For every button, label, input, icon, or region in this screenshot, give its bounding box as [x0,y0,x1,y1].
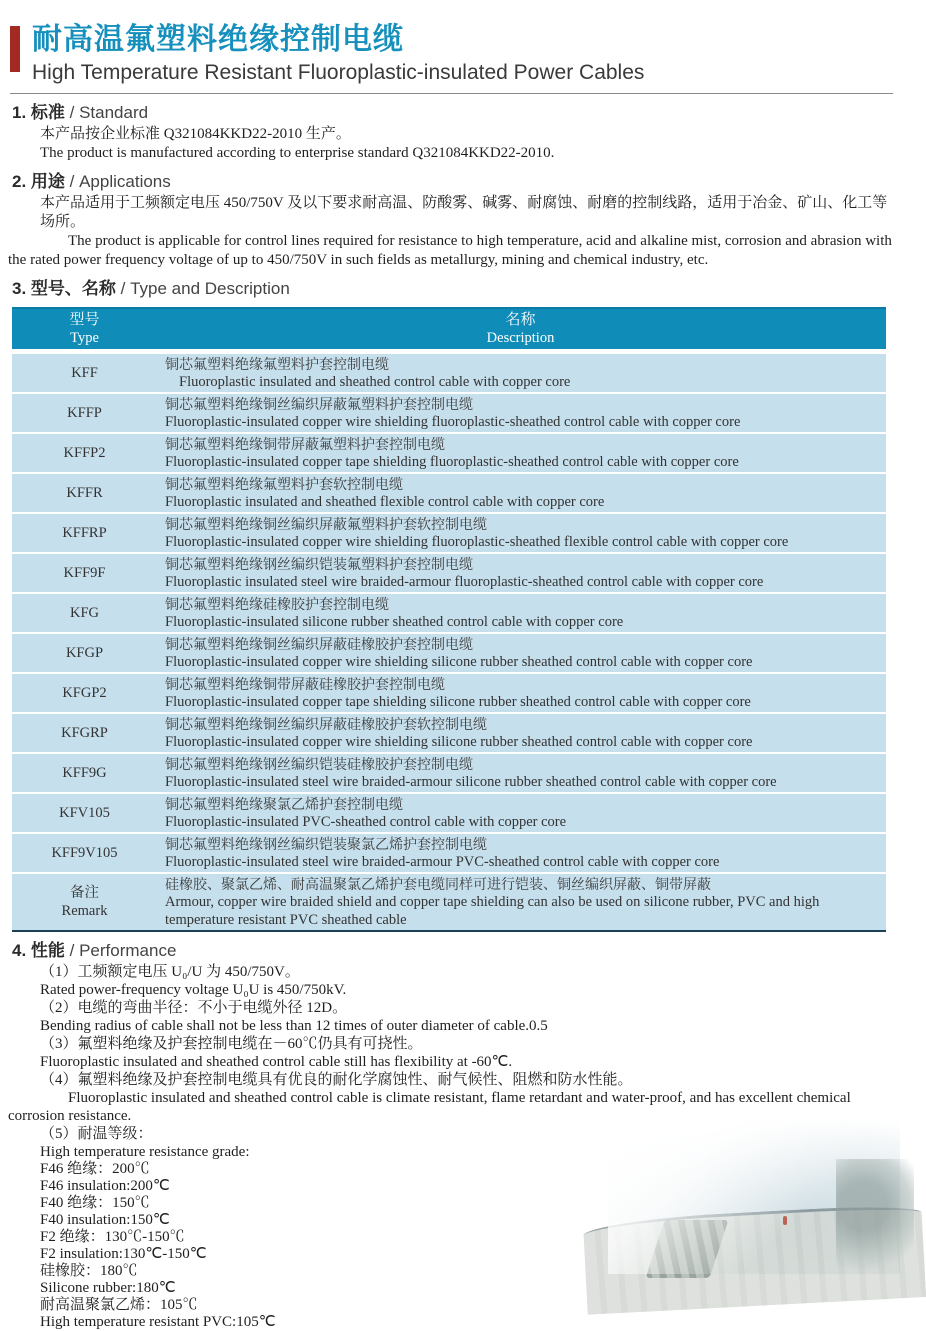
page-title-en: High Temperature Resistant Fluoroplastic-insulated Power Cables [32,61,645,84]
cell-description [157,874,886,930]
table-row [12,754,886,792]
column-header-type-zh: 型号 [69,311,100,328]
perf-item-zh: （4）氟塑料绝缘及护套控制电缆具有优良的耐化学腐蚀性、耐气候性、阻燃和防水性能。 [40,1072,633,1088]
section-sublabel: / Performance [69,941,177,960]
section-label: 2. 用途 [12,172,65,191]
applications-text-en: The product is applicable for control lines required for resistance to high temperature, acid and alkaline mist, corrosion and abrasion with the rated power frequency voltage of up to 450/750V in such fields as metallurgy, mining and chemical industry, etc. [8,233,892,268]
perf-item-zh: （1）工频额定电压 U₀/U 为 450/750V。 [40,964,300,980]
photo-fade-overlay [608,1118,900,1274]
header-divider [10,93,893,94]
cell-type: KFGRP [61,725,108,741]
table-row [12,554,886,592]
table-row [12,394,886,432]
perf-item-en: High temperature resistance grade: [40,1144,250,1160]
description-zh: 铜芯氟塑料绝缘钢丝编织铠装聚氯乙烯护套控制电缆 [165,836,487,852]
description-zh: 铜芯氟塑料绝缘氟塑料护套控制电缆 [165,356,389,372]
cell-description [157,594,886,632]
grade-line: F46 绝缘：200℃ [40,1161,150,1177]
description-en: Fluoroplastic-insulated steel wire braided-armour silicone rubber sheathed control cable with copper core [165,774,777,790]
column-header-type [12,309,157,349]
table-row-remark [12,874,886,930]
description-zh: 铜芯氟塑料绝缘聚氯乙烯护套控制电缆 [165,796,403,812]
table-row [12,634,886,672]
cell-description [157,394,886,432]
table-row [12,474,886,512]
section-heading-standard [12,103,900,123]
cell-description [157,474,886,512]
type-description-table [12,307,886,932]
description-zh: 铜芯氟塑料绝缘铜带屏蔽硅橡胶护套控制电缆 [165,676,445,692]
cell-type: KFGP [65,645,104,661]
description-zh: 铜芯氟塑料绝缘铜带屏蔽氟塑料护套控制电缆 [165,436,445,452]
cell-type: KFF9V105 [51,845,118,861]
grade-line: F2 绝缘：130℃-150℃ [40,1229,185,1245]
section-label: 1. 标准 [12,103,65,122]
section-heading-applications [12,172,900,192]
description-en: Fluoroplastic-insulated copper tape shielding fluoroplastic-sheathed control cable with copper core [165,454,739,470]
description-en: Fluoroplastic-insulated copper wire shielding fluoroplastic-sheathed control cable with copper core [165,414,741,430]
section-heading-type-description [12,279,900,299]
remark-label-zh: 备注 [70,885,99,901]
grade-line: High temperature resistant PVC:105℃ [40,1314,276,1330]
cell-type: KFF9G [62,765,107,781]
page-title-zh: 耐高温氟塑料绝缘控制电缆 [32,23,404,56]
section-sublabel: / Type and Description [120,279,290,298]
cell-type: KFFRP [62,525,107,541]
cell-description [157,354,886,392]
cell-type: KFF [71,365,98,381]
description-zh: 铜芯氟塑料绝缘氟塑料护套软控制电缆 [165,476,403,492]
description-zh: 铜芯氟塑料绝缘铜丝编织屏蔽氟塑料护套软控制电缆 [165,516,487,532]
section-label: 3. 型号、名称 [12,279,116,298]
grade-line: F40 insulation:150℃ [40,1212,170,1228]
column-header-description [157,309,886,349]
table-row [12,514,886,552]
cell-description [157,554,886,592]
cell-type: KFFR [66,485,103,501]
description-zh: 铜芯氟塑料绝缘钢丝编织铠装氟塑料护套控制电缆 [165,556,473,572]
cell-type: KFG [69,605,99,621]
cell-description [157,794,886,832]
perf-item-zh: （5）耐温等级： [40,1126,153,1142]
section-sublabel: / Standard [69,103,149,122]
description-en: Fluoroplastic insulated steel wire braided-armour fluoroplastic-sheathed control cable with copper core [165,574,764,590]
cell-type: KFV105 [59,805,110,821]
table-row [12,834,886,872]
cell-description [157,434,886,472]
description-en: Fluoroplastic-insulated copper tape shielding silicone rubber sheathed control cable with copper core [165,694,751,710]
cell-type: KFFP [67,405,102,421]
cell-description [157,514,886,552]
description-en: Fluoroplastic-insulated copper wire shielding silicone rubber sheathed control cable with copper core [165,734,753,750]
table-row [12,354,886,392]
perf-item-zh: （2）电缆的弯曲半径：不小于电缆外径 12D。 [40,1000,348,1016]
standard-text-en: The product is manufactured according to enterprise standard Q321084KKD22-2010. [40,145,555,161]
grade-line: 耐高温聚氯乙烯：105℃ [40,1297,198,1313]
perf-item-en: Rated power-frequency voltage U₀U is 450/750kV. [40,982,347,998]
column-header-desc-zh: 名称 [505,311,536,328]
dam-photo [608,1118,900,1274]
table-header-row [12,309,886,349]
table-row [12,434,886,472]
perf-item-zh: （3）氟塑料绝缘及护套控制电缆在－60℃仍具有可挠性。 [40,1036,423,1052]
section-heading-performance [12,941,900,961]
perf-item-en: Fluoroplastic insulated and sheathed control cable still has flexibility at -60℃. [40,1054,513,1070]
applications-text-zh: 本产品适用于工频额定电压 450/750V 及以下要求耐高温、防酸雾、碱雾、耐腐蚀、耐磨的控制线路，适用于冶金、矿山、化工等场所。 [40,195,888,230]
remark-label-en: Remark [61,903,108,919]
description-zh: 硅橡胶、聚氯乙烯、耐高温聚氯乙烯护套电缆同样可进行铠装、铜丝编织屏蔽、铜带屏蔽 [165,876,711,892]
table-row [12,674,886,712]
column-header-desc-en: Description [486,330,555,346]
description-en: Fluoroplastic-insulated steel wire braided-armour PVC-sheathed control cable with copper core [165,854,720,870]
section-sublabel: / Applications [69,172,171,191]
description-en: Fluoroplastic-insulated PVC-sheathed control cable with copper core [165,814,567,830]
section-label: 4. 性能 [12,941,65,960]
description-en: Fluoroplastic insulated and sheathed control cable with copper core [179,374,571,390]
cell-description [157,674,886,712]
grade-line: F46 insulation:200℃ [40,1178,170,1194]
description-en: Fluoroplastic insulated and sheathed flexible control cable with copper core [165,494,605,510]
cell-description [157,634,886,672]
description-en: Fluoroplastic-insulated copper wire shielding silicone rubber sheathed control cable with copper core [165,654,753,670]
description-en: Armour, copper wire braided shield and copper tape shielding can also be used on silicone rubber, PVC and high temperature resistant PVC sheathed cable [165,894,820,928]
table-row [12,594,886,632]
description-zh: 铜芯氟塑料绝缘铜丝编织屏蔽氟塑料护套控制电缆 [165,396,473,412]
column-header-type-en: Type [70,330,99,346]
cell-description [157,754,886,792]
cell-description [157,714,886,752]
grade-line: F40 绝缘：150℃ [40,1195,150,1211]
table-row [12,714,886,752]
cell-description [157,834,886,872]
description-en: Fluoroplastic-insulated copper wire shielding fluoroplastic-sheathed flexible control cable with copper core [165,534,789,550]
description-en: Fluoroplastic-insulated silicone rubber sheathed control cable with copper core [165,614,624,630]
description-zh: 铜芯氟塑料绝缘钢丝编织铠装硅橡胶护套控制电缆 [165,756,473,772]
description-zh: 铜芯氟塑料绝缘硅橡胶护套控制电缆 [165,596,389,612]
description-zh: 铜芯氟塑料绝缘铜丝编织屏蔽硅橡胶护套软控制电缆 [165,716,487,732]
table-row [12,794,886,832]
cell-type: KFGP2 [62,685,107,701]
perf-item-en: Fluoroplastic insulated and sheathed control cable is climate resistant, flame retardant and water-proof, and has excellent chemical corrosion resistance. [8,1090,851,1124]
cell-type: KFF9F [63,565,106,581]
grade-line: F2 insulation:130℃-150℃ [40,1246,207,1262]
perf-item-en: Bending radius of cable shall not be less than 12 times of outer diameter of cable.0.5 [40,1018,548,1034]
document-header [32,0,900,86]
title-accent-bar [10,26,20,72]
standard-text-zh: 本产品按企业标准 Q321084KKD22-2010 生产。 [40,126,351,142]
cell-type: KFFP2 [63,445,106,461]
grade-line: Silicone rubber:180℃ [40,1280,176,1296]
cell-type-remark [12,874,157,930]
grade-line: 硅橡胶：180℃ [40,1263,138,1279]
description-zh: 铜芯氟塑料绝缘铜丝编织屏蔽硅橡胶护套控制电缆 [165,636,473,652]
